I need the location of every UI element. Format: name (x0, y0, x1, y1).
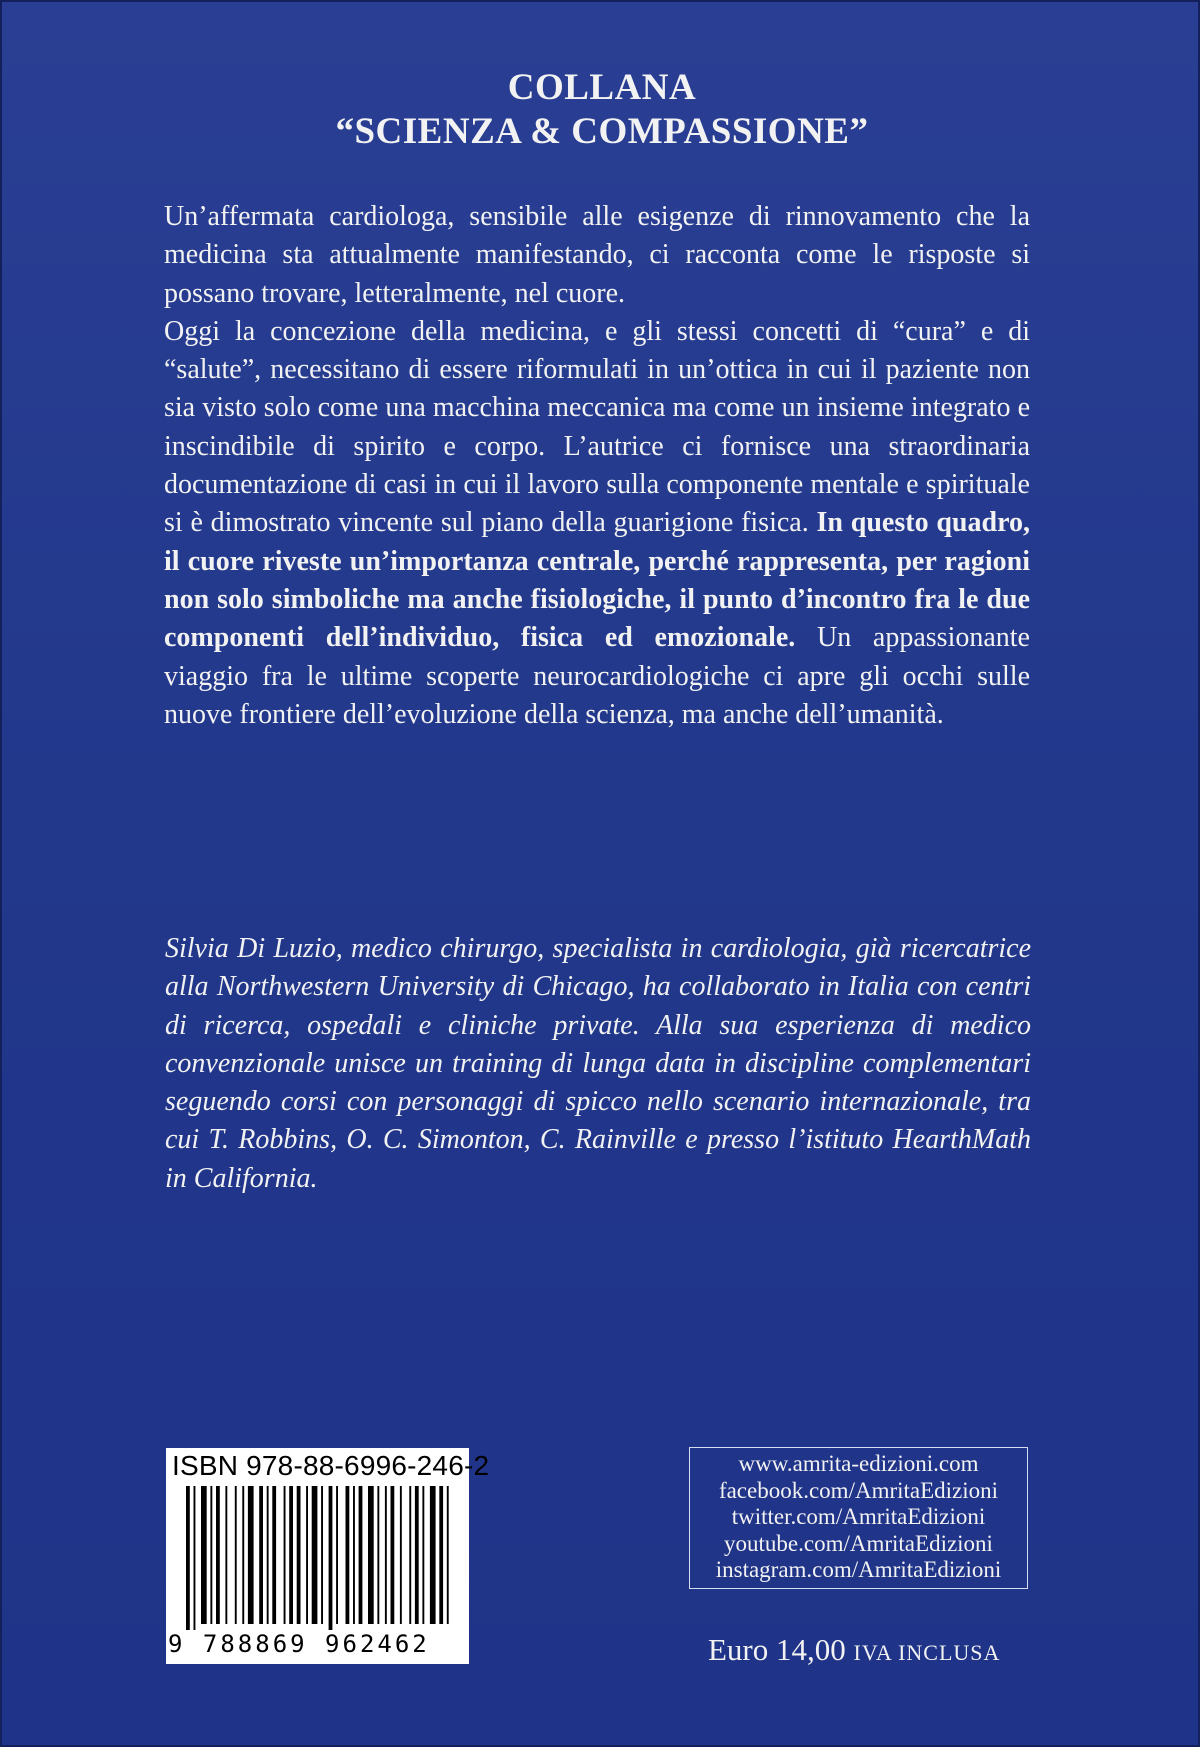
barcode-bar (321, 1486, 323, 1624)
barcode-bar (272, 1486, 276, 1624)
series-title-line1: COLLANA (507, 67, 697, 108)
blurb-paragraph-2-end: Un appassionante viaggio fra le ultime scoperte neurocardiologiche ci apre gli occhi sulle nuove frontiere dell’evoluzione della scienza, ma anche dell’umanità. (164, 622, 1030, 730)
barcode-image (166, 1484, 469, 1634)
link-instagram[interactable]: instagram.com/AmritaEdizioni (715, 1557, 1002, 1582)
barcode-bar (422, 1486, 424, 1624)
blurb-paragraph-2 (164, 313, 1030, 734)
barcode-bar (312, 1486, 318, 1624)
barcode-bar (194, 1486, 196, 1634)
author-bio (165, 930, 1031, 1198)
barcode-bar (415, 1486, 419, 1624)
barcode-bar (346, 1486, 350, 1624)
barcode-bar (353, 1486, 355, 1624)
barcode-bar (400, 1486, 402, 1624)
barcode-bar (329, 1486, 333, 1634)
book-blurb (164, 198, 1030, 734)
publisher-links (689, 1447, 1028, 1589)
barcode-bar (306, 1486, 308, 1624)
price-tax-note: IVA INCLUSA (853, 1640, 1001, 1665)
author-bio-text: , medico chirurgo, specialista in cardiologia, già ricercatrice alla Northwestern University di Chicago, ha collaborato in Italia con centri di ricerca, ospedali e cliniche private. Alla sua esperienza di medico convenzionale unisce un training di lunga data in discipline complementari seguendo corsi con personaggi di spicco nello scenario internazionale, tra cui T. Robbins, O. C. Simonton, C. Rainville e presso l’istituto HearthMath in California. (165, 933, 1031, 1194)
barcode-digits: 9 788869 962462 (168, 1630, 430, 1658)
barcode-block (166, 1448, 490, 1664)
link-youtube[interactable]: youtube.com/AmritaEdizioni (724, 1530, 993, 1556)
barcode-bar (336, 1486, 338, 1624)
barcode-bar (409, 1486, 411, 1624)
barcode-bar (216, 1486, 220, 1624)
barcode-bar (385, 1486, 387, 1624)
barcode-bar (439, 1486, 443, 1624)
author-name: Silvia Di Luzio (165, 933, 336, 964)
barcode-bar (289, 1486, 293, 1624)
link-twitter[interactable]: twitter.com/AmritaEdizioni (731, 1504, 986, 1529)
barcode-bar (368, 1486, 374, 1624)
series-title (2, 66, 1200, 154)
barcode-bar (225, 1486, 227, 1624)
blurb-highlight: In questo quadro, il cuore riveste un’importanza centrale, perché rappresenta, per ragioni non solo simboliche ma anche fisiologiche, il punto d’incontro fra le due componenti dell’individuo, fisica ed emozionale. (164, 507, 1030, 654)
barcode-bar (201, 1486, 207, 1624)
barcode-bar (186, 1486, 190, 1634)
isbn-label: ISBN 978-88-6996-246-2 (172, 1450, 490, 1481)
link-website[interactable]: www.amrita-edizioni.com (738, 1451, 979, 1476)
series-title-line2: “SCIENZA & COMPASSIONE” (335, 111, 869, 152)
barcode-bar (447, 1486, 449, 1624)
blurb-paragraph-1: Un’affermata cardiologa, sensibile alle esigenze di rinnovamento che la medicina sta attualmente manifestando, ci racconta come le risposte si possano trovare, letteralmente, nel cuore. (164, 201, 1030, 309)
barcode-bar (297, 1486, 301, 1624)
link-facebook[interactable]: facebook.com/AmritaEdizioni (718, 1477, 999, 1503)
barcode-bar (248, 1486, 254, 1624)
barcode-bar (242, 1486, 244, 1624)
price-label (708, 1632, 1000, 1668)
price-amount: Euro 14,00 (708, 1632, 846, 1667)
barcode-bar (259, 1486, 263, 1624)
barcode-bar (359, 1486, 363, 1624)
barcode-bar (284, 1486, 286, 1624)
barcode-bar (235, 1486, 237, 1624)
blurb-paragraph-2-text: Oggi la concezione della medicina, e gli stessi concetti di “cura” e di “salute”, necessitano di essere riformulati in un’ottica in cui il paziente non sia visto solo come una macchina meccanica ma come un insieme integrato e inscindibile di spirito e corpo. L’autrice ci fornisce una straordinaria documentazione di casi in cui il lavoro sulla componente mentale e spirituale si è dimostrato vincente sul piano della guarigione fisica. (164, 315, 1030, 539)
barcode-bar (430, 1486, 436, 1624)
barcode-bar (210, 1486, 212, 1624)
barcode-bar (391, 1486, 395, 1624)
barcode-bar (267, 1486, 269, 1624)
barcode-bar (377, 1486, 379, 1624)
